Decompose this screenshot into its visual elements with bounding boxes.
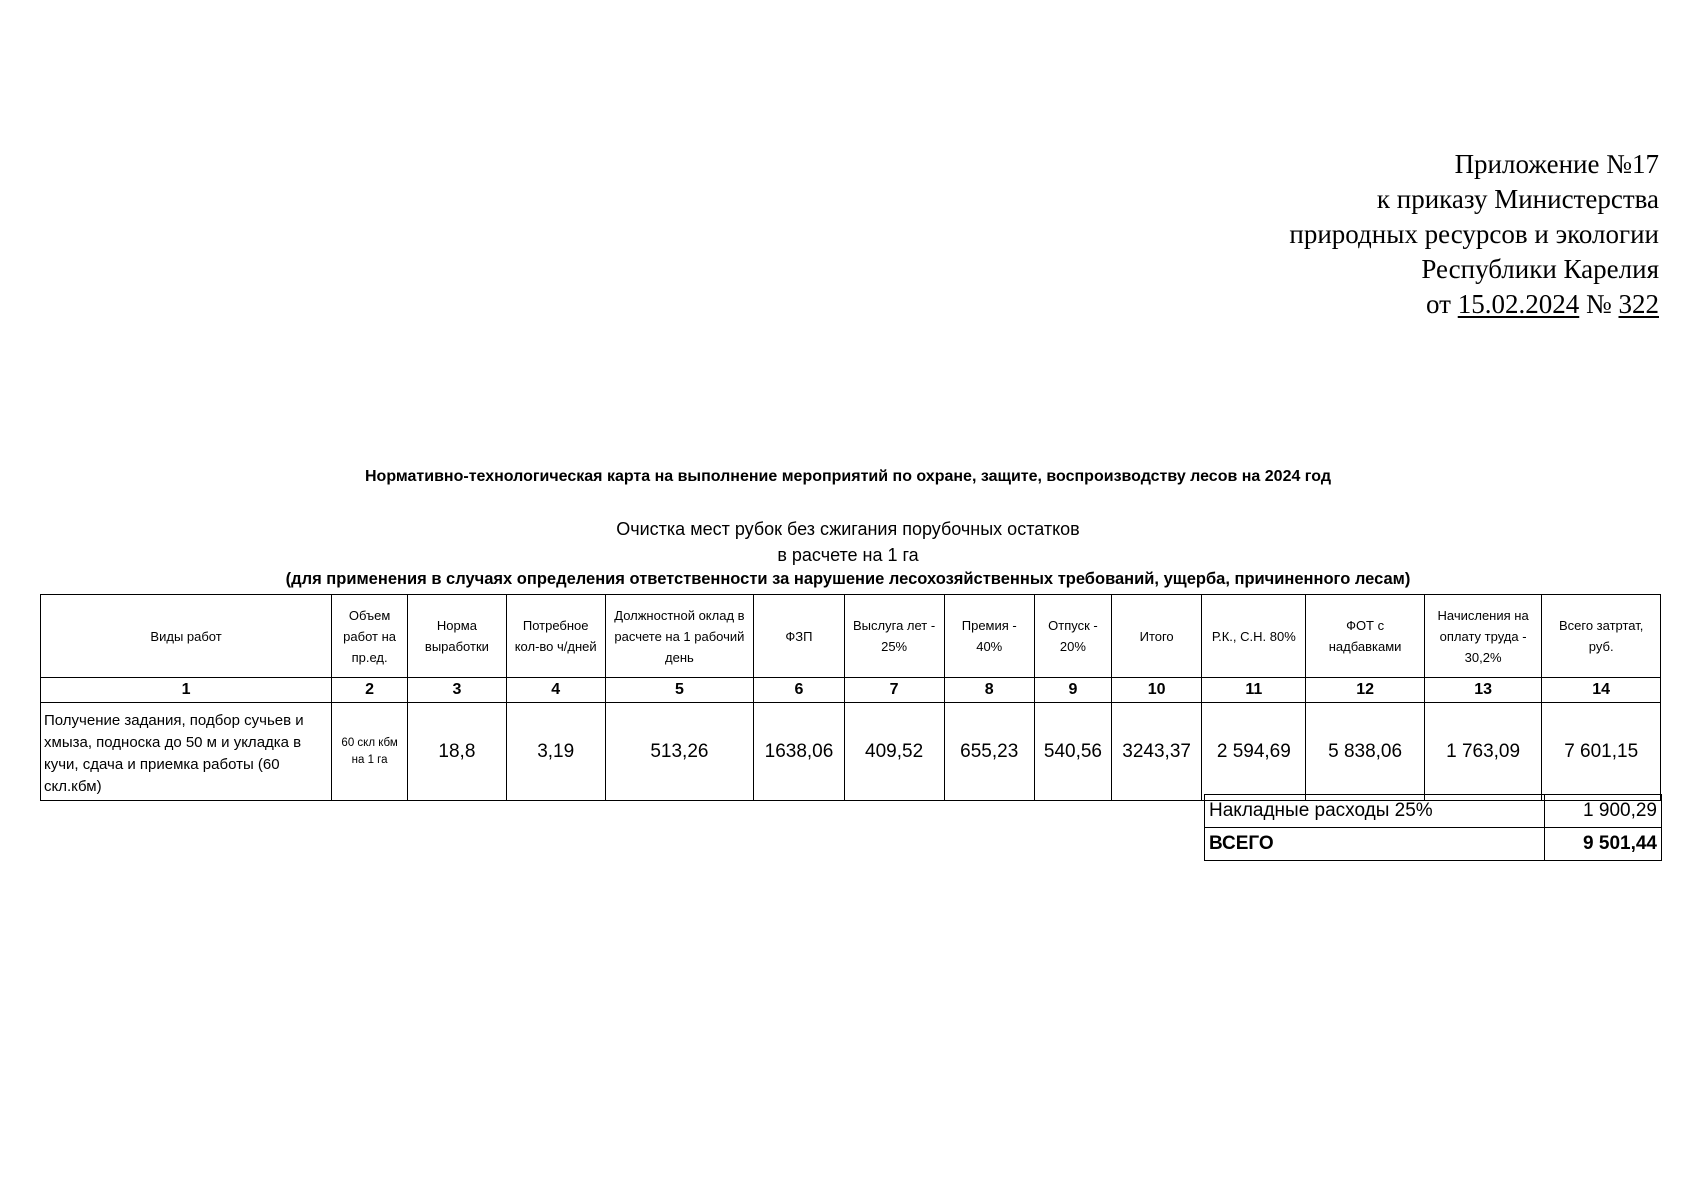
order-number: 322 bbox=[1618, 289, 1659, 319]
overhead-label: Накладные расходы 25% bbox=[1205, 795, 1545, 828]
column-number: 4 bbox=[506, 678, 605, 703]
header-cell: Начисления на оплату труда - 30,2% bbox=[1424, 595, 1541, 678]
header-cell: Норма выработки bbox=[408, 595, 507, 678]
cost-table bbox=[40, 594, 1661, 801]
header-cell: Итого bbox=[1111, 595, 1201, 678]
bonus-cell: 655,23 bbox=[944, 703, 1034, 801]
grand-total-label: ВСЕГО bbox=[1205, 828, 1545, 861]
column-number: 12 bbox=[1306, 678, 1425, 703]
date-prefix: от bbox=[1426, 289, 1451, 319]
header-cell: Р.К., С.Н. 80% bbox=[1202, 595, 1306, 678]
column-number: 5 bbox=[605, 678, 754, 703]
header-cell: Должностной оклад в расчете на 1 рабочий день bbox=[605, 595, 754, 678]
appendix-line-1: Приложение №17 bbox=[1454, 149, 1659, 179]
subtitle-unit: в расчете на 1 га bbox=[777, 545, 919, 565]
subtitle-application-note: (для применения в случаях определения ответственности за нарушение лесохозяйственных требований, ущерба, причиненного лесам) bbox=[285, 570, 1411, 588]
subtotal-cell: 3243,37 bbox=[1111, 703, 1201, 801]
man-days-cell: 3,19 bbox=[506, 703, 605, 801]
header-cell: Всего затртат, руб. bbox=[1542, 595, 1661, 678]
column-number: 1 bbox=[41, 678, 332, 703]
number-sign: № bbox=[1585, 289, 1612, 319]
overhead-row bbox=[1205, 795, 1662, 828]
output-norm-cell: 18,8 bbox=[408, 703, 507, 801]
appendix-line-3: природных ресурсов и экологии bbox=[1289, 219, 1659, 249]
payroll-charges-cell: 1 763,09 bbox=[1424, 703, 1541, 801]
subtitle-work-type: Очистка мест рубок без сжигания порубочных остатков bbox=[616, 519, 1080, 539]
table-header-row bbox=[41, 595, 1661, 678]
column-number: 7 bbox=[844, 678, 944, 703]
total-costs-cell: 7 601,15 bbox=[1542, 703, 1661, 801]
grand-total-row bbox=[1205, 828, 1662, 861]
payroll-with-allowances-cell: 5 838,06 bbox=[1306, 703, 1425, 801]
totals-table bbox=[1204, 794, 1662, 861]
header-cell: Потребное кол-во ч/дней bbox=[506, 595, 605, 678]
column-number-row bbox=[41, 678, 1661, 703]
order-date: 15.02.2024 bbox=[1457, 289, 1580, 319]
column-number: 6 bbox=[754, 678, 844, 703]
appendix-date-line bbox=[1289, 287, 1659, 322]
header-cell: Виды работ bbox=[41, 595, 332, 678]
header-cell: Объем работ на пр.ед. bbox=[332, 595, 408, 678]
column-number: 8 bbox=[944, 678, 1034, 703]
grand-total-value: 9 501,44 bbox=[1545, 828, 1662, 861]
header-cell: Премия - 40% bbox=[944, 595, 1034, 678]
vacation-cell: 540,56 bbox=[1034, 703, 1111, 801]
header-cell: ФОТ с надбавками bbox=[1306, 595, 1425, 678]
column-number: 9 bbox=[1034, 678, 1111, 703]
column-number: 11 bbox=[1202, 678, 1306, 703]
header-cell: Выслуга лет - 25% bbox=[844, 595, 944, 678]
column-number: 14 bbox=[1542, 678, 1661, 703]
daily-salary-cell: 513,26 bbox=[605, 703, 754, 801]
seniority-cell: 409,52 bbox=[844, 703, 944, 801]
column-number: 10 bbox=[1111, 678, 1201, 703]
column-number: 3 bbox=[408, 678, 507, 703]
overhead-value: 1 900,29 bbox=[1545, 795, 1662, 828]
regional-coefficient-cell: 2 594,69 bbox=[1202, 703, 1306, 801]
column-number: 13 bbox=[1424, 678, 1541, 703]
appendix-block bbox=[1289, 147, 1659, 322]
wage-fund-cell: 1638,06 bbox=[754, 703, 844, 801]
header-cell: ФЗП bbox=[754, 595, 844, 678]
header-cell: Отпуск - 20% bbox=[1034, 595, 1111, 678]
column-number: 2 bbox=[332, 678, 408, 703]
work-description-cell: Получение задания, подбор сучьев и хмыза, подноска до 50 м и укладка в кучи, сдача и приемка работы (60 скл.кбм) bbox=[41, 703, 332, 801]
table-row bbox=[41, 703, 1661, 801]
document-title: Нормативно-технологическая карта на выполнение мероприятий по охране, защите, воспроизводству лесов на 2024 год bbox=[365, 468, 1331, 485]
appendix-line-2: к приказу Министерства bbox=[1376, 184, 1659, 214]
appendix-line-4: Республики Карелия bbox=[1421, 254, 1659, 284]
work-volume-cell: 60 скл кбм на 1 га bbox=[332, 703, 408, 801]
